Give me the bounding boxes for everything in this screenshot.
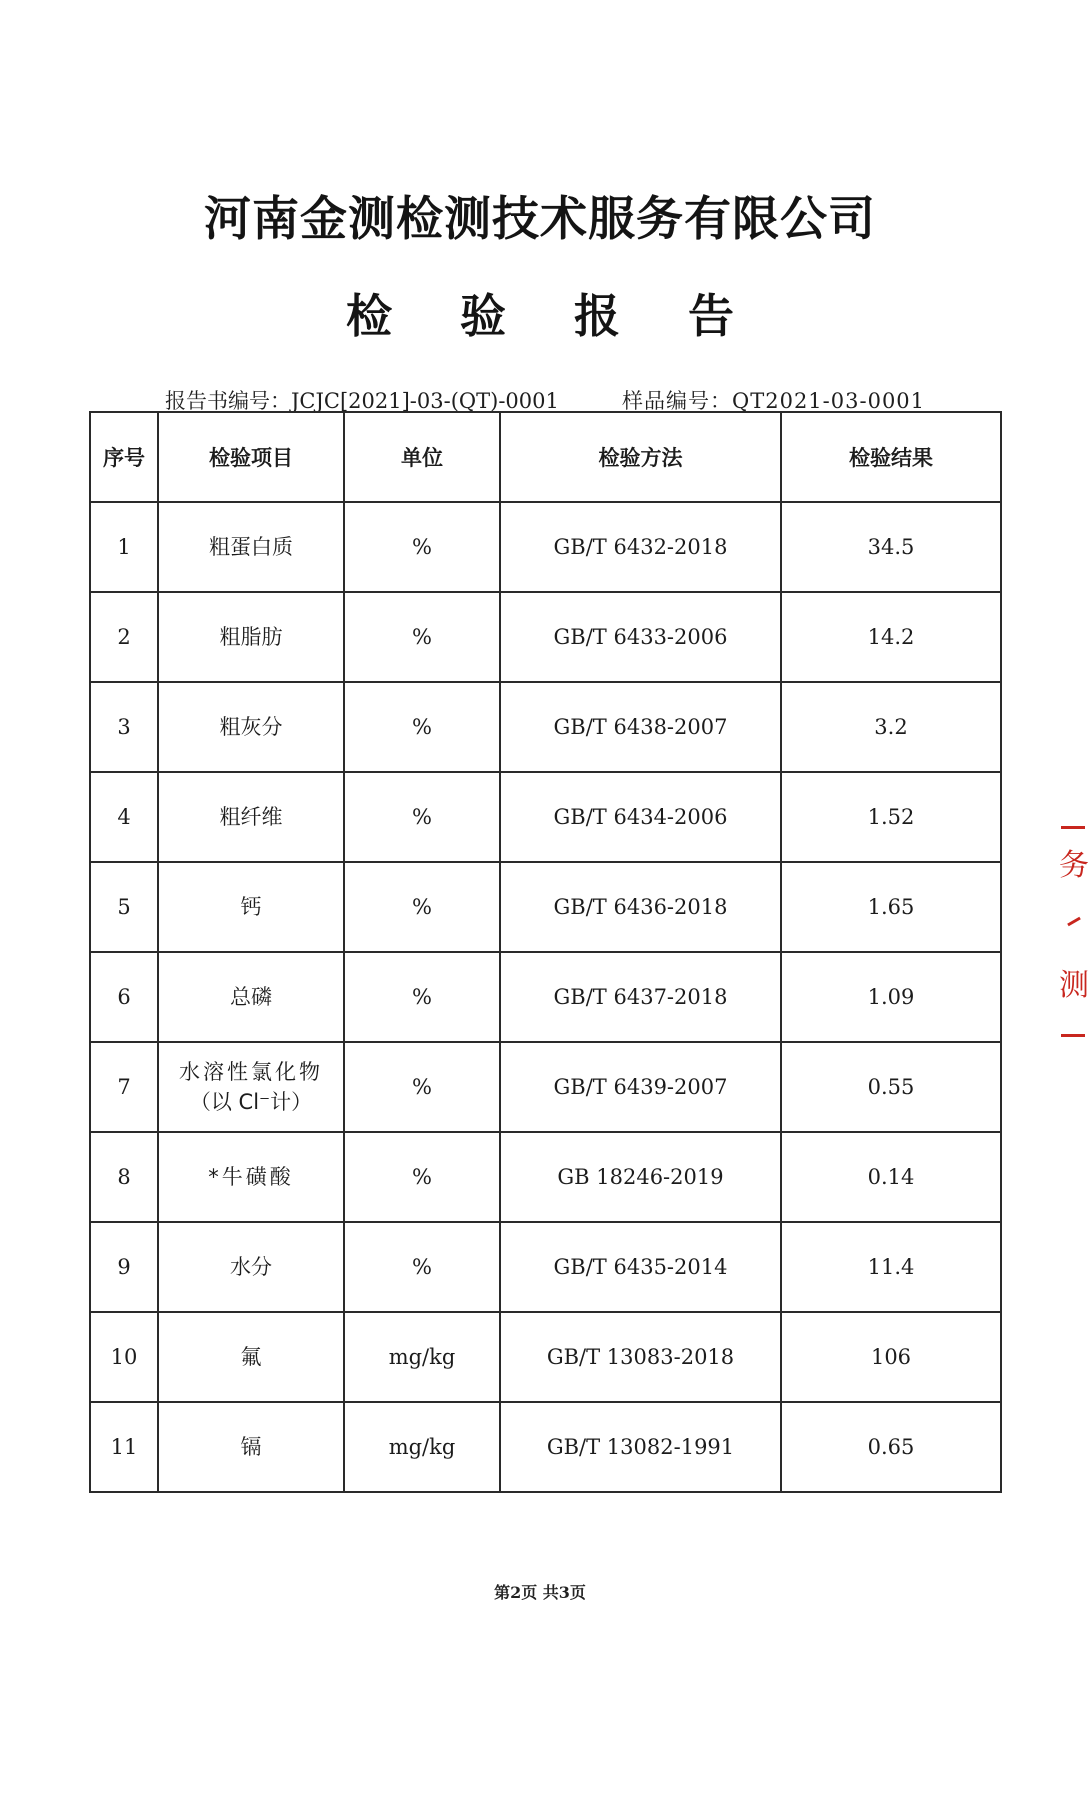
row-item: 钙 xyxy=(158,862,344,952)
row-unit: % xyxy=(344,1132,500,1222)
table-row xyxy=(90,952,1001,1042)
row-result: 1.52 xyxy=(781,772,1001,862)
page-number: 第2页 共3页 xyxy=(494,1583,586,1602)
seal-char-wu: 务 xyxy=(1059,848,1089,883)
row-item: 镉 xyxy=(158,1402,344,1492)
row-no: 10 xyxy=(90,1312,158,1402)
row-unit: mg/kg xyxy=(344,1312,500,1402)
col-header-method: 检验方法 xyxy=(500,412,781,502)
row-method: GB/T 6438-2007 xyxy=(500,682,781,772)
table-row xyxy=(90,502,1001,592)
row-no: 9 xyxy=(90,1222,158,1312)
row-result: 1.09 xyxy=(781,952,1001,1042)
row-unit: % xyxy=(344,1222,500,1312)
row-method: GB/T 13082-1991 xyxy=(500,1402,781,1492)
table-header-row xyxy=(90,412,1001,502)
row-method: GB/T 6432-2018 xyxy=(500,502,781,592)
row-method: GB/T 6436-2018 xyxy=(500,862,781,952)
row-no: 7 xyxy=(90,1042,158,1132)
report-number-label: 报告书编号： xyxy=(165,389,291,413)
row-result: 0.55 xyxy=(781,1042,1001,1132)
row-item: *牛磺酸 xyxy=(158,1132,344,1222)
table-row xyxy=(90,772,1001,862)
col-header-no: 序号 xyxy=(90,412,158,502)
row-item: 粗蛋白质 xyxy=(158,502,344,592)
row-no: 3 xyxy=(90,682,158,772)
table-row xyxy=(90,1042,1001,1132)
row-method: GB/T 6434-2006 xyxy=(500,772,781,862)
results-table xyxy=(89,411,1002,1493)
row-no: 11 xyxy=(90,1402,158,1492)
row-no: 4 xyxy=(90,772,158,862)
seal-char-ce: 测 xyxy=(1059,968,1089,1003)
row-no: 5 xyxy=(90,862,158,952)
partial-seal xyxy=(1055,820,1089,1045)
row-item: 粗纤维 xyxy=(158,772,344,862)
row-method: GB 18246-2019 xyxy=(500,1132,781,1222)
row-no: 6 xyxy=(90,952,158,1042)
seal-edge-top xyxy=(1061,826,1085,829)
row-method: GB/T 6435-2014 xyxy=(500,1222,781,1312)
row-result: 106 xyxy=(781,1312,1001,1402)
col-header-result: 检验结果 xyxy=(781,412,1001,502)
sample-number-label: 样品编号： xyxy=(622,389,732,413)
table-row xyxy=(90,1402,1001,1492)
report-number-value: JCJC[2021]-03-(QT)-0001 xyxy=(291,389,559,413)
row-unit: % xyxy=(344,862,500,952)
row-result: 1.65 xyxy=(781,862,1001,952)
report-title: 检 验 报 告 xyxy=(345,289,761,343)
row-unit: % xyxy=(344,1042,500,1132)
row-item xyxy=(158,1042,344,1132)
row-result: 0.65 xyxy=(781,1402,1001,1492)
table-row xyxy=(90,862,1001,952)
row-item: 粗灰分 xyxy=(158,682,344,772)
col-header-unit: 单位 xyxy=(344,412,500,502)
row-unit: mg/kg xyxy=(344,1402,500,1492)
row-unit: % xyxy=(344,502,500,592)
row-unit: % xyxy=(344,952,500,1042)
table-row xyxy=(90,1312,1001,1402)
row-unit: % xyxy=(344,592,500,682)
row-method: GB/T 6433-2006 xyxy=(500,592,781,682)
col-header-item: 检验项目 xyxy=(158,412,344,502)
row-unit: % xyxy=(344,772,500,862)
row-result: 11.4 xyxy=(781,1222,1001,1312)
table-row xyxy=(90,1132,1001,1222)
seal-edge-bottom xyxy=(1061,1034,1085,1037)
row-item: 水分 xyxy=(158,1222,344,1312)
row-item-main: 水溶性氯化物 xyxy=(179,1060,323,1084)
row-no: 1 xyxy=(90,502,158,592)
row-item-sub: （以 Cl⁻计） xyxy=(189,1090,313,1114)
row-unit: % xyxy=(344,682,500,772)
row-no: 2 xyxy=(90,592,158,682)
row-item: 总磷 xyxy=(158,952,344,1042)
row-method: GB/T 13083-2018 xyxy=(500,1312,781,1402)
row-item: 氟 xyxy=(158,1312,344,1402)
table-row xyxy=(90,682,1001,772)
company-name: 河南金测检测技术服务有限公司 xyxy=(204,192,876,247)
row-item: 粗脂肪 xyxy=(158,592,344,682)
row-method: GB/T 6437-2018 xyxy=(500,952,781,1042)
row-no: 8 xyxy=(90,1132,158,1222)
sample-number-value: QT2021-03-0001 xyxy=(732,389,926,413)
row-result: 14.2 xyxy=(781,592,1001,682)
table-row xyxy=(90,1222,1001,1312)
row-result: 3.2 xyxy=(781,682,1001,772)
seal-edge-mid xyxy=(1067,917,1081,927)
row-method: GB/T 6439-2007 xyxy=(500,1042,781,1132)
row-result: 34.5 xyxy=(781,502,1001,592)
table-row xyxy=(90,592,1001,682)
row-result: 0.14 xyxy=(781,1132,1001,1222)
